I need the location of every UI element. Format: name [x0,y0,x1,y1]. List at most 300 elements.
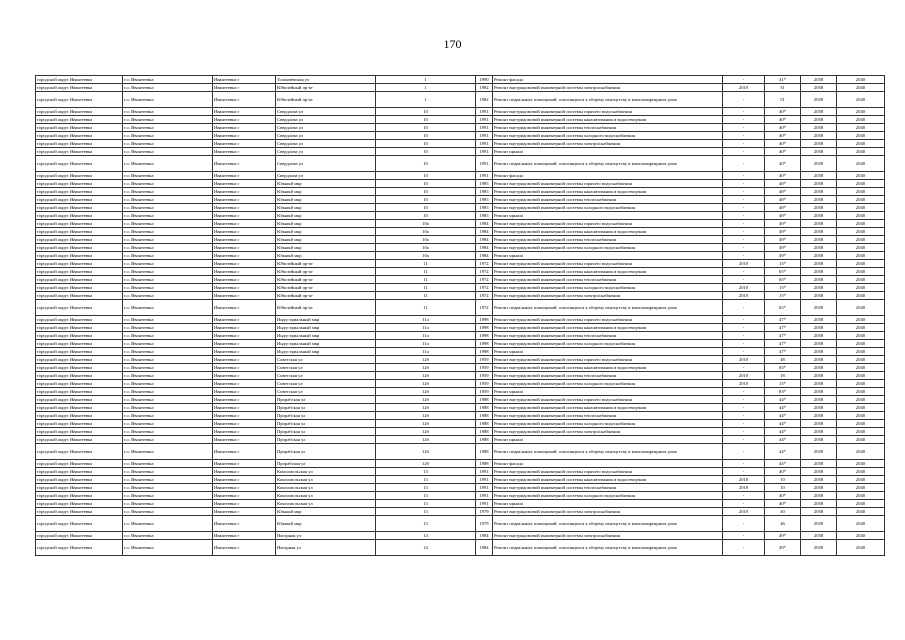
table-row [36,292,885,300]
build-year-cell: 1991 [476,124,493,132]
plan-end-cell: 2040 [837,492,885,500]
house-number-cell: 10а [376,228,476,236]
plan-end-cell: 2040 [837,76,885,84]
street-cell: Свердлова ул [276,132,376,140]
build-year-cell: 1991 [476,148,493,156]
house-number-cell: 13 [376,484,476,492]
plan-start-cell: 2038 [801,428,837,436]
settlement-cell: г.о. Ивантеевка [123,508,213,516]
street-cell: Южный мкр [276,252,376,260]
settlement-cell: г.о. Ивантеевка [123,468,213,476]
settlement-cell: г.о. Ивантеевка [123,156,213,172]
last-repair-year-cell: - [723,236,765,244]
street-cell: Советская ул [276,380,376,388]
work-type-cell: Ремонт внутридомовой инженерной системы горячего водоснабжения [493,316,723,324]
settlement-cell: г.о. Ивантеевка [123,292,213,300]
work-type-cell: Ремонт крыши [493,252,723,260]
build-year-cell: 1984 [476,244,493,252]
table-row [36,268,885,276]
municipality-cell: городской округ Ивантеевка [36,108,123,116]
work-type-cell: Ремонт внутридомовой инженерной системы горячего водоснабжения [493,396,723,404]
municipality-cell: городской округ Ивантеевка [36,356,123,364]
work-type-cell: Ремонт внутридомовой инженерной системы холодного водоснабжения [493,132,723,140]
plan-start-cell: 2038 [801,316,837,324]
municipality-cell: городской округ Ивантеевка [36,348,123,356]
locality-cell: Ивантеевка г [213,436,276,444]
plan-end-cell: 2040 [837,92,885,108]
build-year-cell: 1988 [476,444,493,460]
build-year-cell: 1959 [476,380,493,388]
plan-end-cell: 2040 [837,196,885,204]
municipality-cell: городской округ Ивантеевка [36,124,123,132]
build-year-cell: 1991 [476,484,493,492]
plan-end-cell: 2040 [837,156,885,172]
table-row [36,364,885,372]
wear-percent-cell: 40* [765,156,801,172]
locality-cell: Ивантеевка г [213,300,276,316]
plan-end-cell: 2040 [837,540,885,556]
plan-start-cell: 2038 [801,284,837,292]
municipality-cell: городской округ Ивантеевка [36,300,123,316]
table-row [36,532,885,540]
locality-cell: Ивантеевка г [213,196,276,204]
work-type-cell: Ремонт подвальных помещений, относящихся к общему имуществу в многоквартирном доме [493,516,723,532]
plan-start-cell: 2038 [801,404,837,412]
wear-percent-cell: 44* [765,412,801,420]
last-repair-year-cell: - [723,364,765,372]
street-cell: Свердлова ул [276,156,376,172]
street-cell: Индустриальный мкр [276,332,376,340]
plan-start-cell: 2038 [801,212,837,220]
last-repair-year-cell: - [723,388,765,396]
table-row [36,476,885,484]
last-repair-year-cell: 2010 [723,356,765,364]
settlement-cell: г.о. Ивантеевка [123,84,213,92]
plan-start-cell: 2038 [801,140,837,148]
work-type-cell: Ремонт фасада [493,460,723,468]
settlement-cell: г.о. Ивантеевка [123,268,213,276]
municipality-cell: городской округ Ивантеевка [36,140,123,148]
last-repair-year-cell: - [723,332,765,340]
street-cell: Советская ул [276,364,376,372]
wear-percent-cell: 47* [765,324,801,332]
street-cell: Комсомольская ул [276,492,376,500]
plan-start-cell: 2038 [801,204,837,212]
plan-end-cell: 2040 [837,508,885,516]
work-type-cell: Ремонт внутридомовой инженерной системы канализования и водоотведения [493,404,723,412]
build-year-cell: 1991 [476,172,493,180]
plan-start-cell: 2038 [801,276,837,284]
settlement-cell: г.о. Ивантеевка [123,116,213,124]
plan-end-cell: 2040 [837,300,885,316]
work-type-cell: Ремонт внутридомовой инженерной системы электроснабжения [493,140,723,148]
work-type-cell: Ремонт фасада [493,172,723,180]
last-repair-year-cell: - [723,108,765,116]
house-number-cell: 12б [376,364,476,372]
wear-percent-cell: 40* [765,172,801,180]
wear-percent-cell: 65* [765,268,801,276]
plan-end-cell: 2040 [837,316,885,324]
municipality-cell: городской округ Ивантеевка [36,316,123,324]
work-type-cell: Ремонт внутридомовой инженерной системы канализования и водоотведения [493,188,723,196]
settlement-cell: г.о. Ивантеевка [123,540,213,556]
municipality-cell: городской округ Ивантеевка [36,212,123,220]
plan-end-cell: 2040 [837,284,885,292]
build-year-cell: 1972 [476,276,493,284]
house-number-cell: 11а [376,348,476,356]
plan-start-cell: 2038 [801,132,837,140]
build-year-cell: 1984 [476,220,493,228]
plan-start-cell: 2038 [801,236,837,244]
last-repair-year-cell: - [723,420,765,428]
street-cell: Толмачёвская ул [276,76,376,84]
settlement-cell: г.о. Ивантеевка [123,364,213,372]
plan-start-cell: 2038 [801,292,837,300]
house-number-cell: 10 [376,116,476,124]
plan-start-cell: 2038 [801,516,837,532]
municipality-cell: городской округ Ивантеевка [36,380,123,388]
plan-end-cell: 2040 [837,356,885,364]
locality-cell: Ивантеевка г [213,484,276,492]
plan-start-cell: 2038 [801,372,837,380]
settlement-cell: г.о. Ивантеевка [123,476,213,484]
last-repair-year-cell: - [723,172,765,180]
house-number-cell: 10а [376,220,476,228]
locality-cell: Ивантеевка г [213,316,276,324]
street-cell: Свердлова ул [276,140,376,148]
table-row [36,404,885,412]
last-repair-year-cell: - [723,436,765,444]
build-year-cell: 1984 [476,228,493,236]
build-year-cell: 1991 [476,108,493,116]
work-type-cell: Ремонт внутридомовой инженерной системы электроснабжения [493,428,723,436]
settlement-cell: г.о. Ивантеевка [123,204,213,212]
work-type-cell: Ремонт внутридомовой инженерной системы холодного водоснабжения [493,380,723,388]
street-cell: Юбилейный пр-кт [276,84,376,92]
plan-start-cell: 2038 [801,340,837,348]
wear-percent-cell: 44* [765,404,801,412]
plan-start-cell: 2038 [801,460,837,468]
table-row [36,356,885,364]
street-cell: Индустриальный мкр [276,348,376,356]
settlement-cell: г.о. Ивантеевка [123,300,213,316]
locality-cell: Ивантеевка г [213,396,276,404]
house-number-cell: 13 [376,500,476,508]
plan-start-cell: 2038 [801,244,837,252]
last-repair-year-cell: - [723,300,765,316]
locality-cell: Ивантеевка г [213,116,276,124]
table-row [36,508,885,516]
plan-end-cell: 2040 [837,412,885,420]
build-year-cell: 1991 [476,468,493,476]
municipality-cell: городской округ Ивантеевка [36,116,123,124]
work-type-cell: Ремонт внутридомовой инженерной системы горячего водоснабжения [493,220,723,228]
locality-cell: Ивантеевка г [213,404,276,412]
municipality-cell: городской округ Ивантеевка [36,228,123,236]
municipality-cell: городской округ Ивантеевка [36,460,123,468]
work-type-cell: Ремонт крыши [493,212,723,220]
street-cell: Свердлова ул [276,108,376,116]
municipality-cell: городской округ Ивантеевка [36,364,123,372]
work-type-cell: Ремонт внутридомовой инженерной системы канализования и водоотведения [493,268,723,276]
last-repair-year-cell: - [723,460,765,468]
register-table [35,75,885,556]
build-year-cell: 1982 [476,84,493,92]
street-cell: Нагорная ул [276,540,376,556]
street-cell: Индустриальный мкр [276,316,376,324]
work-type-cell: Ремонт внутридомовой инженерной системы электроснабжения [493,532,723,540]
table-row [36,484,885,492]
wear-percent-cell: 40 [765,508,801,516]
plan-end-cell: 2040 [837,332,885,340]
last-repair-year-cell: - [723,276,765,284]
plan-start-cell: 2038 [801,260,837,268]
wear-percent-cell: 49* [765,236,801,244]
plan-start-cell: 2038 [801,76,837,84]
municipality-cell: городской округ Ивантеевка [36,444,123,460]
work-type-cell: Ремонт внутридомовой инженерной системы теплоснабжения [493,124,723,132]
locality-cell: Ивантеевка г [213,124,276,132]
street-cell: Юбилейный пр-кт [276,292,376,300]
table-row [36,412,885,420]
locality-cell: Ивантеевка г [213,268,276,276]
street-cell: Прорабская ул [276,412,376,420]
plan-start-cell: 2038 [801,444,837,460]
plan-end-cell: 2040 [837,236,885,244]
street-cell: Комсомольская ул [276,484,376,492]
last-repair-year-cell: - [723,428,765,436]
house-number-cell: 12б [376,436,476,444]
plan-end-cell: 2040 [837,428,885,436]
table-row [36,372,885,380]
last-repair-year-cell: - [723,532,765,540]
work-type-cell: Ремонт фасада [493,76,723,84]
wear-percent-cell: 51 [765,92,801,108]
locality-cell: Ивантеевка г [213,380,276,388]
work-type-cell: Ремонт подвальных помещений, относящихся к общему имуществу в многоквартирном доме [493,444,723,460]
wear-percent-cell: 40* [765,108,801,116]
work-type-cell: Ремонт внутридомовой инженерной системы теплоснабжения [493,196,723,204]
work-type-cell: Ремонт внутридомовой инженерной системы канализования и водоотведения [493,324,723,332]
work-type-cell: Ремонт внутридомовой инженерной системы холодного водоснабжения [493,340,723,348]
settlement-cell: г.о. Ивантеевка [123,484,213,492]
municipality-cell: городской округ Ивантеевка [36,436,123,444]
plan-end-cell: 2040 [837,396,885,404]
house-number-cell: 10 [376,188,476,196]
plan-end-cell: 2040 [837,532,885,540]
settlement-cell: г.о. Ивантеевка [123,76,213,84]
work-type-cell: Ремонт внутридомовой инженерной системы теплоснабжения [493,412,723,420]
street-cell: Прорабская ул [276,396,376,404]
plan-end-cell: 2040 [837,220,885,228]
table-row [36,276,885,284]
street-cell: Индустриальный мкр [276,324,376,332]
street-cell: Индустриальный мкр [276,340,376,348]
table-row [36,156,885,172]
wear-percent-cell: 41* [765,76,801,84]
table-row [36,516,885,532]
last-repair-year-cell: - [723,268,765,276]
plan-end-cell: 2040 [837,212,885,220]
plan-start-cell: 2038 [801,396,837,404]
settlement-cell: г.о. Ивантеевка [123,236,213,244]
plan-end-cell: 2040 [837,436,885,444]
table-row [36,436,885,444]
build-year-cell: 1991 [476,492,493,500]
table-row [36,196,885,204]
work-type-cell: Ремонт внутридомовой инженерной системы электроснабжения [493,508,723,516]
table-row [36,212,885,220]
street-cell: Южный мкр [276,516,376,532]
municipality-cell: городской округ Ивантеевка [36,276,123,284]
last-repair-year-cell: - [723,204,765,212]
wear-percent-cell: 48* [765,212,801,220]
municipality-cell: городской округ Ивантеевка [36,412,123,420]
locality-cell: Ивантеевка г [213,500,276,508]
last-repair-year-cell: - [723,196,765,204]
plan-start-cell: 2038 [801,300,837,316]
build-year-cell: 1998 [476,340,493,348]
table-row [36,124,885,132]
work-type-cell: Ремонт крыши [493,148,723,156]
wear-percent-cell: 65* [765,300,801,316]
work-type-cell: Ремонт подвальных помещений, относящихся к общему имуществу в многоквартирном доме [493,156,723,172]
table-row [36,332,885,340]
last-repair-year-cell: - [723,228,765,236]
plan-start-cell: 2038 [801,484,837,492]
wear-percent-cell: 40* [765,500,801,508]
settlement-cell: г.о. Ивантеевка [123,316,213,324]
last-repair-year-cell: 2010 [723,292,765,300]
municipality-cell: городской округ Ивантеевка [36,428,123,436]
plan-end-cell: 2040 [837,84,885,92]
last-repair-year-cell: - [723,76,765,84]
wear-percent-cell: 49* [765,228,801,236]
house-number-cell: 14 [376,532,476,540]
plan-end-cell: 2040 [837,388,885,396]
locality-cell: Ивантеевка г [213,140,276,148]
plan-start-cell: 2038 [801,380,837,388]
build-year-cell: 1991 [476,132,493,140]
work-type-cell: Ремонт внутридомовой инженерной системы канализования и водоотведения [493,364,723,372]
last-repair-year-cell: 2010 [723,284,765,292]
wear-percent-cell: 44* [765,444,801,460]
table-row [36,540,885,556]
locality-cell: Ивантеевка г [213,388,276,396]
work-type-cell: Ремонт внутридомовой инженерной системы горячего водоснабжения [493,468,723,476]
street-cell: Юбилейный пр-кт [276,268,376,276]
table-row [36,92,885,108]
street-cell: Прорабская ул [276,404,376,412]
last-repair-year-cell: 2018 [723,484,765,492]
last-repair-year-cell: - [723,396,765,404]
municipality-cell: городской округ Ивантеевка [36,324,123,332]
locality-cell: Ивантеевка г [213,212,276,220]
work-type-cell: Ремонт внутридомовой инженерной системы холодного водоснабжения [493,420,723,428]
street-cell: Юбилейный пр-кт [276,260,376,268]
table-row [36,244,885,252]
last-repair-year-cell: - [723,244,765,252]
build-year-cell: 1988 [476,404,493,412]
locality-cell: Ивантеевка г [213,156,276,172]
locality-cell: Ивантеевка г [213,284,276,292]
locality-cell: Ивантеевка г [213,220,276,228]
street-cell: Прорабская ул [276,420,376,428]
plan-start-cell: 2038 [801,436,837,444]
settlement-cell: г.о. Ивантеевка [123,420,213,428]
plan-end-cell: 2040 [837,244,885,252]
street-cell: Советская ул [276,388,376,396]
settlement-cell: г.о. Ивантеевка [123,332,213,340]
work-type-cell: Ремонт внутридомовой инженерной системы электроснабжения [493,84,723,92]
locality-cell: Ивантеевка г [213,204,276,212]
plan-end-cell: 2040 [837,260,885,268]
table-row [36,76,885,84]
locality-cell: Ивантеевка г [213,172,276,180]
last-repair-year-cell: - [723,412,765,420]
house-number-cell: 11 [376,276,476,284]
wear-percent-cell: 40* [765,132,801,140]
plan-start-cell: 2038 [801,540,837,556]
table-row [36,420,885,428]
wear-percent-cell: 49* [765,252,801,260]
municipality-cell: городской округ Ивантеевка [36,196,123,204]
street-cell: Прорабская ул [276,436,376,444]
table-row [36,172,885,180]
plan-start-cell: 2038 [801,492,837,500]
wear-percent-cell: 48 [765,356,801,364]
wear-percent-cell: 47* [765,340,801,348]
street-cell: Советская ул [276,356,376,364]
build-year-cell: 1959 [476,364,493,372]
last-repair-year-cell: 2010 [723,84,765,92]
table-row [36,132,885,140]
street-cell: Свердлова ул [276,116,376,124]
house-number-cell: 13 [376,468,476,476]
table-row [36,492,885,500]
wear-percent-cell: 44* [765,420,801,428]
wear-percent-cell: 40* [765,148,801,156]
build-year-cell: 1998 [476,348,493,356]
wear-percent-cell: 83* [765,388,801,396]
street-cell: Южный мкр [276,508,376,516]
locality-cell: Ивантеевка г [213,76,276,84]
table-row [36,220,885,228]
municipality-cell: городской округ Ивантеевка [36,500,123,508]
locality-cell: Ивантеевка г [213,180,276,188]
wear-percent-cell: 44* [765,436,801,444]
settlement-cell: г.о. Ивантеевка [123,188,213,196]
build-year-cell: 1988 [476,412,493,420]
municipality-cell: городской округ Ивантеевка [36,476,123,484]
build-year-cell: 1959 [476,388,493,396]
work-type-cell: Ремонт внутридомовой инженерной системы холодного водоснабжения [493,492,723,500]
locality-cell: Ивантеевка г [213,356,276,364]
plan-end-cell: 2040 [837,180,885,188]
municipality-cell: городской округ Ивантеевка [36,420,123,428]
build-year-cell: 1985 [476,188,493,196]
municipality-cell: городской округ Ивантеевка [36,260,123,268]
table-row [36,84,885,92]
house-number-cell: 11а [376,340,476,348]
municipality-cell: городской округ Ивантеевка [36,84,123,92]
municipality-cell: городской округ Ивантеевка [36,76,123,84]
last-repair-year-cell: - [723,468,765,476]
table-row [36,140,885,148]
wear-percent-cell: 48* [765,188,801,196]
build-year-cell: 1972 [476,284,493,292]
last-repair-year-cell: - [723,340,765,348]
